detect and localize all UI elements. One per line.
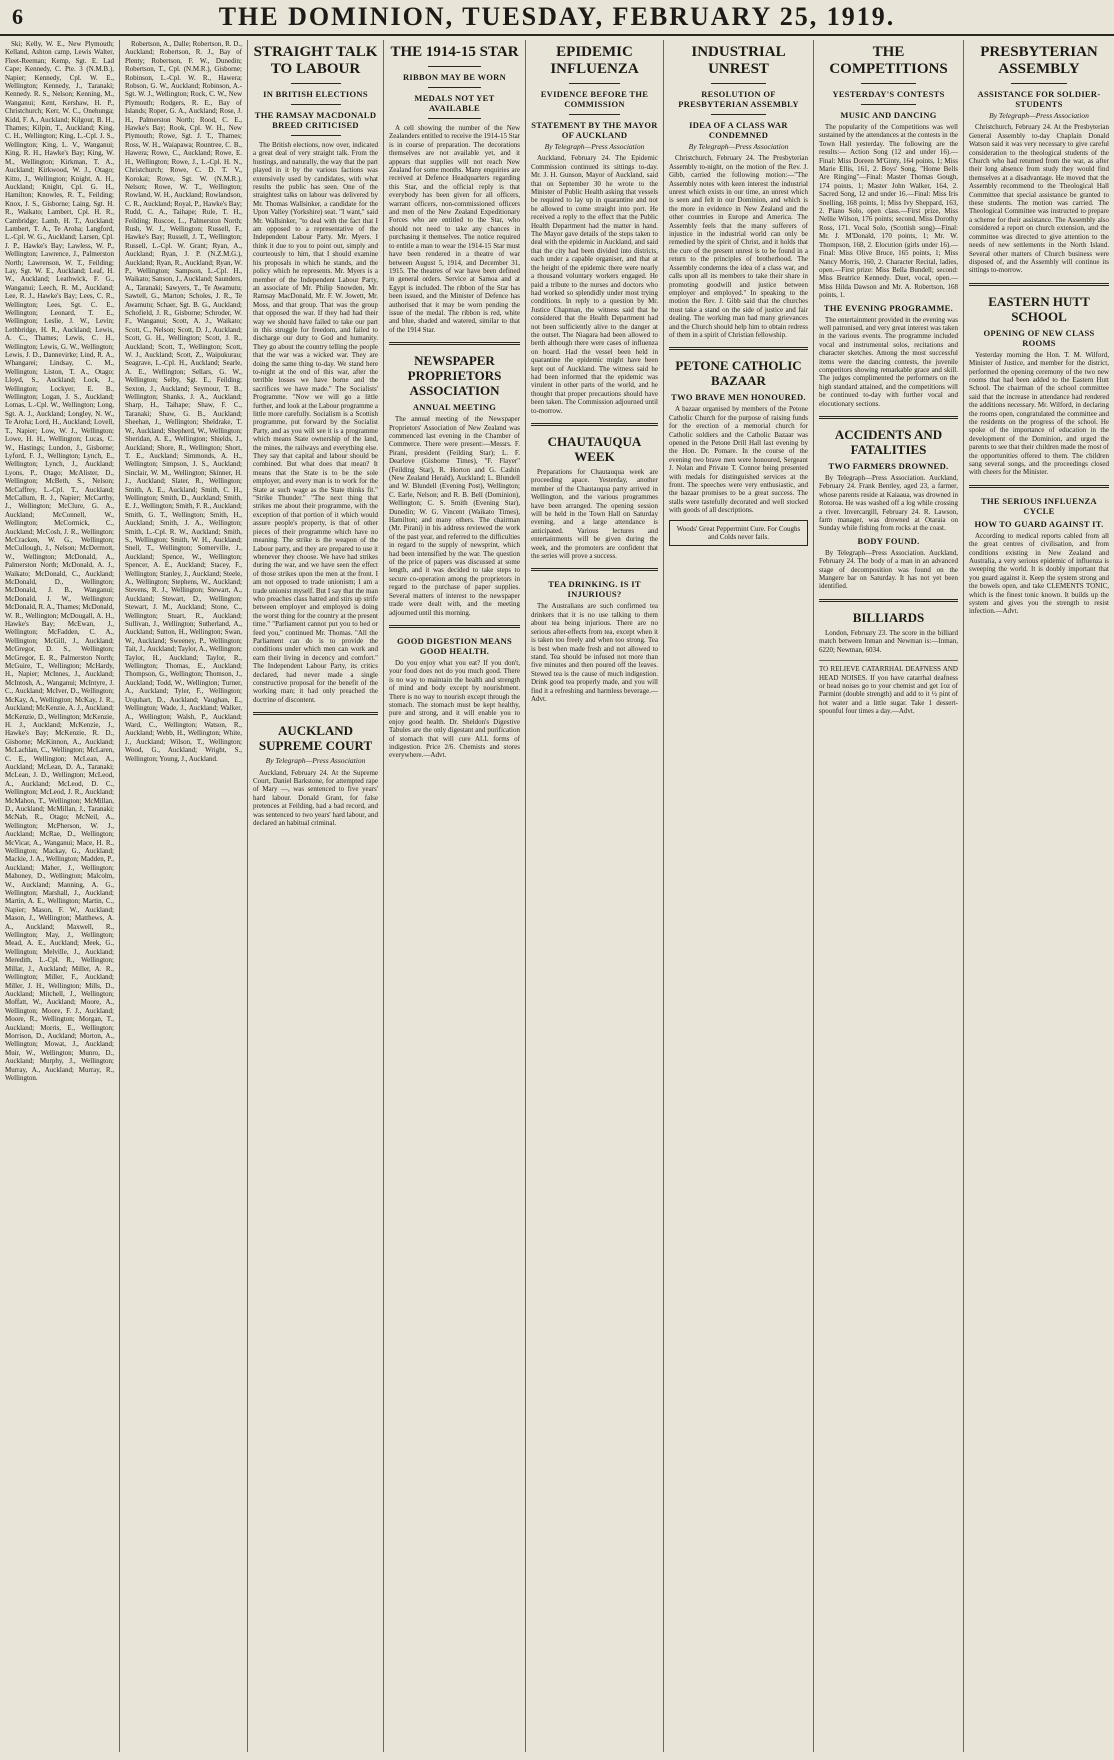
section-divider [969,283,1109,286]
article-subheading: IN BRITISH ELECTIONS [263,89,368,99]
article-body: The popularity of the Competitions was well sustained by the attendances at the contests in the Town Hall yesterday. The following are the results:— Action Song (12 and under 16).—Final: Miss Doreen M'Ginty, 164 points, 1; Miss Marie Ellis, 161, 2. Boys' Song, "Home Bells Are Ringing"—Final: Master Thomas Gough, 174 points, 1; Master John Walker, 164, 2. Sacred Song, 12 and under 16.—Final: Miss Iris Snelling, 168 points, 1; Miss Ivy Sheppard, 163, 2. Piano Solo, open class.—First prize, Miss Nellie Wilson, 176 points; second, Miss Dorothy Ross, 171. Vocal Solo, (Scottish song)—Final: Mr. J. M'Donald, 170 points, 1; Mr. W. Thompson, 168, 2. Elocution (girls under 16).—Final: Miss Olive Bruce, 165 points, 1; Miss Nancy Morris, 160, 2. Character Recital, ladies, open.—First prize: Miss Bella Bundell; second: Miss Beatrice Kennedy. Duet, vocal, open.—Miss Hilda Dawson and Mr. A. Robertson, 168 points, 1. [819,123,958,300]
article-subheading: RIBBON MAY BE WORN [402,72,507,82]
article-body: The British elections, now over, indicated a great deal of very straight talk. From the hustings, and naturally, the way that the part played in it by the various factions was extensively used by candidates, with what results the public has seen. One of the straightest talks on labour was delivered by Mr. Thomas Wallsinker, a candidate for the Upon Valley (Yorkshire) seat. "I want," said Mr. Wallsinker, "to deal with the fact that I am opposed to a representative of the Independent Labour Party. Mr. Myers. I think it due to you to point out, simply and courteously to him, that I should examine his proposals in which he stands, and the policy which he represents. Mr. Myers is a member of the Independent Labour Party, an associate of Mr. Philip Snowden, Mr. Ramsay MacDonald, Mr. F. W. Jowett, Mr. Moss, and that group. That was the group that opposed the war. If they had had their way we should have failed to take our part in this struggle for freedom, and failed to discharge our duty to God and humanity. They go about the country telling the people that the war was a wicked war. They are doing the same thing to-day. We stand here to-night at the end of this war, after the terrible losses we have borne and the sacrifices we have made." The Socialists' Programme. "Now we will go a little further, and look at the Labour programme a little more carefully. Socialism is a Scottish programme, put forward by the Socialist Party, and as you will see it is a programme which means State ownership of the land, the mines, the railways and everything else. They say that capital and labour should be combined. But what does that mean? It means that the State is to be the sole employer, and every man is to work for the State at such wage as the State thinks fit." "Strike Thunder." "The next thing that strikes me about their programme, with the exception of that portion of it which would assure people's property, is that of other pieces of their programme which have no meaning. The strike is the weapon of the Labour party, and they are prepared to use it whenever they choose. We have had strikes during the war, and we have seen the effect of those strikes upon the men at the front. I am not opposed to trade unionism; I am a trade unionist myself. But I say that the man who preaches class hatred and stirs up strife between employer and employed is doing the worst thing for the country at the present time." "Parliament cannot put you to bed or feed you," continued Mr. Thomas. "All the Parliament can do is to provide the conditions under which men can work and earn their living in decency and comfort." The Independent Labour Party, its critics declared, had never made a single constructive proposal for the benefit of the working man; it had only preached the doctrine of discontent. [253,141,378,704]
advert-headline: THE SERIOUS INFLUENZA CYCLE [981,495,1097,516]
article-subheading: MEDALS NOT YET AVAILABLE [414,93,495,113]
advert-body: Do you enjoy what you eat? If you don't, your food does not do you much good. There is no way to maintain the health and strength of mind and body except by nourishment. There is no way to nourish except through the stomach. The stomach must be kept healthy, pure and strong, and it will enable you to enjoy good health. Dr. Sheldon's Digestive Tabules are the only digestant and purification of stomach that will cure ALL forms of indigestion. Price 2/6. Chemists and stores everywhere.—Advt. [389,658,520,760]
article-body: A bazaar organised by members of the Petone Catholic Church for the purpose of raising funds for the erection of a memorial church for Catholic soldiers and the Catholic Bazaar was opened in the Petone Drill Hall last evening by the Hon. Dr. Pomare. In the course of the evening two brave men were honoured, Sergeant J. Nolan and Private T. Connor being presented with medals for distinguished services at the front. The speeches were very enthusiastic, and the bazaar promises to be a great success. The stalls were tastefully decorated and well stocked with goods of all descriptions. [669,405,808,515]
article-subheading: TWO FARMERS DROWNED. [828,461,949,471]
section-divider [819,599,958,602]
section-divider [389,342,520,345]
advert-body: The Australians are such confirmed tea drinkers that it is no use talking to them about tea being injurious. There are no serious after-effects from tea, except when it is taken too freely and when too strong. Tea is best when made fresh and not allowed to stand. Tea should be infused not more than five minutes and then poured off the leaves. Stewed tea is the cause of much indigestion. Drink good tea properly made, and you will find it a refreshing and harmless beverage.—Advt. [531,602,658,703]
article-subheading: ANNUAL MEETING [412,402,497,413]
section-divider [819,416,958,419]
article-subheading: STATEMENT BY THE MAYOR OF AUCKLAND [531,120,658,140]
advert-text: TO RELIEVE CATARRHAL DEAFNESS AND HEAD NOISES. If you have catarrhal deafness or head noises go to your chemist and get 1oz of Parmint (double strength) and add to it ½ pint of hot water and a little sugar. Take 1 dessert-spoonful four times a day.—Advt. [819,665,958,716]
article-subheading: IDEA OF A CLASS WAR CONDEMNED [689,120,788,140]
article-byline: By Telegraph—Press Association [989,111,1089,120]
divider [291,104,341,105]
article-body: By Telegraph—Press Association. Auckland, February 24. The body of a man in an advanced stage of decomposition was found on the Mangere bar on Saturday. It has not yet been identified. [819,548,958,591]
column-4 [384,40,526,1752]
divider [569,83,620,84]
article-subheading: OPENING OF NEW CLASS ROOMS [983,327,1095,348]
divider [428,87,480,88]
article-body: Christchurch, February 24. At the Presbyterian General Assembly to-day Chaplain Donald Watson said it was very necessary to give careful consideration to the theological students of the Church who had returned from the war, as after their long absence from study they would find themselves at a disadvantage. He moved that the Assembly recommend to the Theological Hall Committee that special assistance be granted to these students. The motion was carried. The Theological Committee was instructed to prepare a scheme for their assistance. The Assembly also considered a report on church extension, and the committee was directed to give attention to the needs of new settlements in the North Island. Several other matters of Church business were disposed of, and the Assembly will continue its sittings to-morrow. [969,123,1109,275]
divider [1011,83,1067,84]
divider [428,118,480,119]
divider [861,83,917,84]
divider [569,114,620,115]
advert-text: Woods' Great Peppermint Cure. For Coughs and Colds never fails. [676,524,801,542]
column-3 [248,40,384,1752]
section-divider [531,423,658,426]
article-headline: THE COMPETITIONS [829,44,948,77]
advert-headline: TEA DRINKING. IS IT INJURIOUS? [548,579,641,600]
advertisement [819,660,958,715]
divider [711,83,767,84]
column-1-casualty-list [0,40,120,1752]
section-divider [253,712,378,715]
divider [711,114,767,115]
article-subheading: BODY FOUND. [857,535,920,546]
article-body: The entertainment provided in the evening was well patronised, and very great interest was taken in the various events. The programme included vocal and instrumental solos, recitations and character sketches. Among the most successful items were the dancing contests, the juvenile competitors showing remarkable grace and skill. The judges complimented the performers on the high standard attained, and the competitions will be continued to-day with further vocal and elocutionary sections. [819,315,958,408]
article-headline: EASTERN HUTT SCHOOL [988,293,1090,324]
article-headline: PETONE CATHOLIC BAZAAR [675,358,802,389]
article-body: Auckland, February 24. At the Supreme Court, Daniel Barkstone, for attempted rape of Mary —, was sentenced to five years' hard labour. Donald Grant, for false pretences at Feilding, had a bad record, and was sentenced to two years' hard labour, and declared an habitual criminal. [253,768,378,828]
article-body: Christchurch, February 24. The Presbyterian Assembly to-night, on the motion of the Rev. J. Gibb, carried the following motion:—"The Assembly notes with keen interest the industrial unrest which exists in our time, an unrest which is seen and felt in our Dominion, and which is the more in evidence in New Zealand and the other countries in Europe and America. The Assembly feels that the many sufferers of injustice in the industrial world can only be remedied by the spirit of Christ, and it holds that the cure of the present unrest is to be found in a return to the principles of brotherhood. The Assembly condemns the idea of a class war, and calls upon all its members to take their share in promoting goodwill and justice between employer and employed." In speaking to the motion the Rev. J. Gibb said that the churches must take a stand on the side of justice and fair dealing. The working man had many grievances and the Church should help him to obtain redress of them in a spirit of Christian fellowship. [669,154,808,339]
article-subheading: ASSISTANCE FOR SOLDIER-STUDENTS [977,89,1101,109]
article-byline: By Telegraph—Press Association [544,142,645,151]
article-subheading: EVIDENCE BEFORE THE COMMISSION [540,89,649,109]
article-subheading: TWO BRAVE MEN HONOURED. [671,392,806,403]
article-subheading: YESTERDAY'S CONTESTS [832,89,945,99]
column-2-casualty-list [120,40,248,1752]
article-byline: By Telegraph—Press Association [688,142,789,151]
article-headline: CHAUTAUQUA WEEK [547,434,642,464]
column-8 [964,40,1114,1752]
column-7 [814,40,964,1752]
divider [861,104,917,105]
article-body: By Telegraph—Press Association. Auckland, February 24. Frank Bentley, aged 23, a farmer, whose parents reside at Kaiaaua, was drowned in Rotoroa. He was washed off a log while crossing a river. Invercargill, February 24. R. Lawson, farm manager, was drowned at Otaraia on Sunday while fishing from rocks at the coast. [819,474,958,533]
article-headline: ACCIDENTS AND FATALITIES [834,427,943,457]
section-divider [969,485,1109,488]
article-headline: EPIDEMIC INFLUENZA [550,44,639,77]
article-body: Yesterday morning the Hon. T. M. Wilford, Minister of Justice, and member for the district, performed the opening ceremony of the two new rooms that had been added to the Eastern Hutt School. The chairman of the school committee said that the increase in attendance had rendered the additions necessary. Mr. Wilford, in declaring the rooms open, congratulated the committee and the residents on the progress of the school. He spoke of the importance of education in the development of the Dominion, and urged the parents to see that their children made the most of the opportunities offered to them. The children sang several songs, and the proceedings closed with cheers for the Minister. [969,350,1109,477]
article-subheading: THE EVENING PROGRAMME. [823,302,954,313]
article-headline: THE 1914-15 STAR [390,44,519,60]
section-divider [531,568,658,571]
section-divider [389,625,520,628]
advert-headline: GOOD DIGESTION MEANS GOOD HEALTH. [396,635,513,656]
article-body: Auckland, February 24. The Epidemic Commission continued its sittings to-day. Mr. J. H. Gunson, Mayor of Auckland, said that on September 30 he wrote to the Minister of Public Health asking that vessels be required to lay up in quarantine and not be allowed to come straight into port. He received a reply to the effect that the Public Health Department had the matter in hand. The Mayor gave details of the steps taken to deal with the epidemic in Auckland, and said that the city had been divided into districts, each under a capable organiser, and that at the height of the epidemic there were nearly a thousand voluntary workers engaged. He paid a tribute to the nurses and doctors who had worked so splendidly under most trying conditions. In reply to a question by Mr. Justice Chapman, the witness said that he considered that the Health Department had not been sufficiently alive to the danger at the outset. The Niagara had been allowed to berth although there were cases of influenza on board. Had the vessel been held in quarantine the epidemic might have been kept out of Auckland. The witness said he had been informed that the epidemic was virulent in other parts of the world, and he thought that proper precautions should have been taken. The Commission adjourned until to-morrow. [531,154,658,415]
newspaper-title: THE DOMINION, TUESDAY, FEBRUARY 25, 1919. [218,2,896,31]
article-headline: STRAIGHT TALK TO LABOUR [253,44,378,77]
article-subheading: THE RAMSAY MACDONALD BREED CRITICISED [254,110,377,130]
article-subheading: MUSIC AND DANCING [840,110,937,120]
column-6 [664,40,814,1752]
column-5 [526,40,664,1752]
article-headline: INDUSTRIAL UNREST [691,44,786,77]
divider [428,66,480,67]
article-headline: NEWSPAPER PROPRIETORS ASSOCIATION [407,353,502,399]
name-list: Ski; Kelly, W. E., New Plymouth; Kelland, Ashton camp, Lewis Walter, Fleet-Reeman; Kemp, Sgt. E. Lad Cape; Kennedy, C. Pte. 3 (N.M.B.), Napier; Kennedy, Cpl. W. E., Wellington; Kennedy, J., Taranaki; Kennedy. R. S., Nelson; Kenning, M., Wanganui; Kent, Kershaw, H. P., Christchurch; Kerr, W. C., Onehunga; Kidd, F. A., Auckland; Kilgour, B. H., Thames; Kilpin, T., Auckland; King, C. H., Wellington; King, L.-Cpl. J. S., Wellington; King, L. V., Wanganui; King, R. H., Hawke's Bay; King, W. M., Wellington; Kirkman, T. A., Auckland; Kirkwood, W. J., Otago; Kitto, J., Wellington; Knight, A. H., Auckland; Knight, Cpl. G. H., Hamilton; Knowles, R. T., Feilding; Knox, J. S., Gisborne; Laing, Sgt. H. R., Waikato; Lambert, Cpl. H. R., Cambridge; Lamb, H. T., Auckland; Lambert, T. A., Te Aroha; Langford, L.-Cpl. W. G., Auckland; Larsen, Cpl. J. P., Hawke's Bay; Lawless, W. P., Wellington; Lawrence, J., Palmerston North; Lawrenson, W. T., Feilding; Lay, Sgt. W. E., Auckland; Leaf, H. W., Auckland; Leathwick, F. G., Wanganui; Leech, R. M., Auckland; Lee, R. J., Hawke's Bay; Lees, C. R., Wellington; Lees, Sgt. C. E., Wellington; Leonard, T. E., Wellington; Leslie, J. W., Levin; Lethbridge, H. R., Auckland; Lewis, A. C., Thames; Lewis, C. H., Wellington; Lewis, G. W., Wellington; Lewis, J. D., Dannevirke; Lind, R. A., Whangarei; Lindsay, C. M., Wellington; Liston, T. A., Otago; Lloyd, S., Auckland; Lock, J., Wellington; Lockyer, E. B., Wellington; Logan, J. S., Auckland; Lomas, L.-Cpl. W., Wellington; Long, Sgt. A. J., Auckland; Longley, N. W., Te Aroha; Lord, H., Auckland; Lovell, T., Napier; Low, W. J., Wellington; Lowe, H. H., Wellington; Lucas, C. W., Hastings; Lundon, J., Gisborne; Lyford, F. J., Wellington; Lynch, E., Wellington; Lynch, J., Auckland; Lyons, P., Otago; McAlister, D., Wellington; McBeth, S., Nelson; McCaffrey, L.-Cpl. T., Auckland; McCallum, R. J., Napier; McCarthy, J., Wellington; McClure, G. A., Auckland; McConnell, W., Wellington; McCormick, C., Auckland; McCosh, J. R., Wellington; McCracken, W. G., Wellington; McCullough, J., Nelson; McDermott, W., Wellington; McDonald, A., Palmerston North; McDonald, A. J., Waikato; McDonald, C., Auckland; McDonald, D., Wellington; McDonald, J. B., Wanganui; McDonald, J. W., Wellington; McDonald, R. A., Thames; McDonald, W. R., Wellington; McDougall, A. H., Hawke's Bay; McEwan, J., Wellington; McFadden, C. A., Wellington; McGill, J., Auckland; McGregor, D. S., Wellington; McGregor, E. R., Palmerston North; McGuire, T., Wellington; McHardy, H., Napier; McInnes, J., Auckland; McIntosh, A., Wanganui; McIntyre, J. C., Auckland; McIver, D., Wellington; McKay, A., Wellington; McKay, J. R., Auckland; McKenzie, A. J., Auckland; McKenzie, D., Wellington; McKenzie, H. J., Auckland; McKenzie, J., Hawke's Bay; McKenzie, R. D., Gisborne; McKinnon, A., Auckland; McLachlan, C., Wellington; McLaren, C. E., Wellington; McLean, A., Auckland; McLean, D. A., Taranaki; McLean, J. D., Wellington; McLeod, A., Auckland; McLeod, D. C., Wellington; McLeod, J. R., Auckland; McMahon, T., Wellington; McMillan, D., Auckland; McMillan, J., Taranaki; McNab, R., Otago; McNeil, A., Wellington; McPherson, W. J., Auckland; McRae, D., Wellington; McVicar, A., Wanganui; Mace, H. R., Wellington; Mackay, G., Auckland; Mackie, J. A., Wellington; Madden, P., Auckland; Maher, J., Wellington; Mahoney, D., Wellington; Malcolm, W., Auckland; Manning, A. G., Wellington; Marshall, J., Auckland; Martin, A. E., Wellington; Martin, C., Napier; Mason, F. W., Auckland; Mason, J., Wellington; Matthews, A. A., Auckland; Maxwell, R., Wellington; May, J., Wellington; Mead, A. E., Auckland; Meek, G., Wellington; Melville, J., Auckland; Meredith, L.-Cpl. R., Wellington; Millar, J., Auckland; Miller, A. R., Wellington; Miller, F., Auckland; Miller, J. H., Wellington; Mills, D., Auckland; Mitchell, J., Wellington; Moffatt, W., Auckland; Moore, A., Wellington; Moore, F. J., Auckland; Moore, R., Wellington; Morgan, T., Auckland; Morris, E., Wellington; Morrison, D., Auckland; Morton, A., Wellington; Mowat, J., Auckland; Muir, W., Wellington; Munro, D., Auckland; Murphy, J., Wellington; Murray, A., Auckland; Murray, R., Wellington. [5,40,114,1082]
article-headline: BILLIARDS [852,609,925,625]
advert-subheading: HOW TO GUARD AGAINST IT. [974,518,1104,529]
article-body: London, February 23. The score in the billiard match between Inman and Newman is:—Inman, 6220; Newman, 6034. [819,628,958,654]
article-headline: AUCKLAND SUPREME COURT [258,723,373,754]
page-number: 6 [12,4,23,29]
advert-body: According to medical reports cabled from all the great centres of civilisation, and from conditions existing in New Zealand and Australia, a very serious epidemic of influenza is sweeping the world. It is doubly important that you guard against it. Keep the system strong and the bowels open, and take CLEMENTS TONIC, which is the finest tonic known. It builds up the system and gives you the strength to resist infection.—Advt. [969,531,1109,616]
divider [291,135,341,136]
article-body: Preparations for Chautauqua week are proceeding apace. Yesterday, another member of the Chautauqua party arrived in Wellington, and the various programmes have been arranged. The opening session will be held in the Town Hall on Saturday evening, and a large attendance is anticipated. Various lectures and entertainments will be given during the week, and the promoters are confident that the series will prove a success. [531,468,658,561]
article-headline: PRESBYTERIAN ASSEMBLY [980,44,1098,77]
article-body: A cell showing the number of the New Zealanders entitled to receive the 1914-15 Star is in course of preparation. The decorations themselves are not available yet, and it appears that supplies will not reach New Zealand for some months. Many enquiries are received at Defence Headquarters regarding this Star, and the official reply is that everybody has been given for all officers, warrant officers, non-commissioned officers and men of the New Zealand Expeditionary Forces who are entitled to the Star, who should not need to take any chances in purchasing it themselves. The notice required to entitle a man to wear the 1914-15 Star must have been rendered in a theatre of war between August 5, 1914, and December 31, 1915. The theatres of war have been defined in general orders. Service at Samoa and at Egypt is included. The ribbon of the Star has been issued, and the Minister of Defence has authorised that it may be worn pending the issue of the medal. The ribbon is red, white and blue, shaded and watered, similar to that of the 1914 Star. [389,124,521,334]
divider [291,83,341,84]
section-divider [669,347,808,350]
advertisement [669,520,808,547]
article-subheading: RESOLUTION OF PRESBYTERIAN ASSEMBLY [678,89,799,109]
masthead [0,0,1114,36]
article-body: The annual meeting of the Newspaper Proprietors' Association of New Zealand was commenced last evening in the Chamber of Commerce. There were present:—Messrs. F. Pirani, president (Feilding Star); L. F. Dearlove (Gisborne Times), "F. Flayer" (Feilding Star), R. Horton and G. Cashin (New Zealand Herald), Auckland; L. Blundell and W. Blundell (Evening Post), Wellington; C. Earle, Nelson; and R. B. Bell (Dominion), Wellington; C. S. Smith (Evening Star), Dunedin; W. G. Vincent (Waikato Times), Hamilton; and many others. The chairman (Mr. Pirani) in his address reviewed the work of the past year, and referred to the difficulties in regard to the supply of newsprint, which had been intensified by the war. The question of the price of papers was discussed at some length, and it was decided to take steps to secure co-operation among the proprietors in regard to the purchase of paper supplies. Several matters of interest to the newspaper trade were dealt with, and the meeting adjourned until this morning. [389,415,520,617]
article-byline: By Telegraph—Press Association [265,756,366,766]
name-list: Robertson, A., Dalle; Robertson, R. D., Auckland; Robertson, R. J., Bay of Plenty; Robertson, F. W., Dunedin; Robertson, T., Cpl. (N.M.R.), Gisborne; Robinson, L.-Cpl. W. R., Hawera; Robson, G. W., Auckland; Robinson, A.-Sgt. W. J., Wellington; Rock, C. W., New Plymouth; Rodgers, R. E., Bay of Islands; Roper, G. A., Auckland; Rose, J. H., Palmerston North; Rood, C. E., Hawke's Bay; Rook, Cpl. W. H., New Plymouth; Rowe, Sgt. J. T., Thames; Ross, W. H., Waiapawa; Rountree, C. B., Hawera; Rowe, C., Auckland; Rowe, E. H., Wellington; Rowe, J., L.-Cpl. H. N., Christchurch; Rowe, C. D. T. V., Korokai; Rowe, Sgt. W. (N.M.R.), Nelson; Rowe, W. T., Wellington; Rowland, W. H., Auckland; Rowlandson, C. R., Auckland; Royal, P., Hawke's Bay; Rudd, C. A., Taihape; Rule, T. H., Feilding; Ruscoe, L., Palmerston North; Rush, W. J., Wellington; Russell, F., Hawke's Bay; Russell, J. T., Wellington; Russell, L.-Cpl. W. Grant; Ryan, A., Auckland; Ryan, J. P. (N.Z.M.G.), Auckland; Ryan, R., Auckland; Ryan, W. P., Wellington; Sampson, L.-Cpl. H., Waikato; Sanson, J., Auckland; Saunders, A., Taranaki; Sawyers, T., Te Awamutu; Sawtell, G., Marton; Scholes, J. R., Te Awamutu; Schaer, Sgt. B. G., Auckland; Schofield, J. R., Gisborne; Schroder, W. F., Wanganui; Scott, A. J., Waikato; Scott, C., Nelson; Scott, D. J., Auckland; Scott, G. H., Wellington; Scott, J. R., Auckland; Scott, T., Wellington; Scott, W. J., Auckland; Scott, Z., Waipukurau; Seagrave, L.-Cpl. H., Auckland; Searle, A. E., Wellington; Sellars, G. W., Wellington; Selby, Sgt. E., Feilding; Sexton, J., Auckland; Seymour, T. B., Wellington; Shanks, J. A., Auckland; Sharp, H., Taihape; Shaw, F. C., Taranaki; Shaw, G. B., Auckland; Sheehan, J., Wellington; Sheldrake, T. W., Auckland; Shepherd, W., Wellington; Sheridan, A. E., Wellington; Shields, J., Auckland; Shore, R., Wellington; Short, T. E., Auckland; Simmonds, A. H., Wellington; Simpson, J. S., Auckland; Sinclair, W. M., Wellington; Skinner, H. J., Auckland; Slater, R., Wellington; Smith, A. E., Auckland; Smith, C. H., Wellington; Smith, D., Auckland; Smith, E. J., Wellington; Smith, F. R., Auckland; Smith, G. T., Wellington; Smith, H., Auckland; Smith, J. A., Wellington; Smith, L.-Cpl. R. W., Auckland; Smith, S., Wellington; Smith, W. H., Auckland; Snell, T., Wellington; Somerville, J., Auckland; Spence, W., Wellington; Spencer, A. E., Auckland; Stacey, F., Wellington; Stanley, J., Auckland; Steele, A., Wellington; Stephens, W., Auckland; Stevens, R. J., Wellington; Stewart, A., Auckland; Stewart, D., Wellington; Stewart, J. M., Auckland; Stone, C., Wellington; Stuart, R., Auckland; Sullivan, J., Wellington; Sutherland, A., Auckland; Sutton, H., Wellington; Swan, W., Auckland; Sweeney, P., Wellington; Tait, J., Auckland; Taylor, A., Wellington; Taylor, H., Auckland; Taylor, R., Wellington; Thomas, E., Auckland; Thompson, G., Wellington; Thomson, J., Auckland; Todd, W., Wellington; Turner, A., Auckland; Tyler, F., Wellington; Urquhart, D., Auckland; Vaughan, E., Wellington; Wade, J., Auckland; Walker, A., Wellington; Walsh, P., Auckland; Ward, C., Wellington; Watson, R., Auckland; Webb, H., Wellington; White, J., Auckland; Wilson, T., Wellington; Wood, G., Auckland; Wright, S., Wellington; Young, J., Auckland. [125,40,242,763]
